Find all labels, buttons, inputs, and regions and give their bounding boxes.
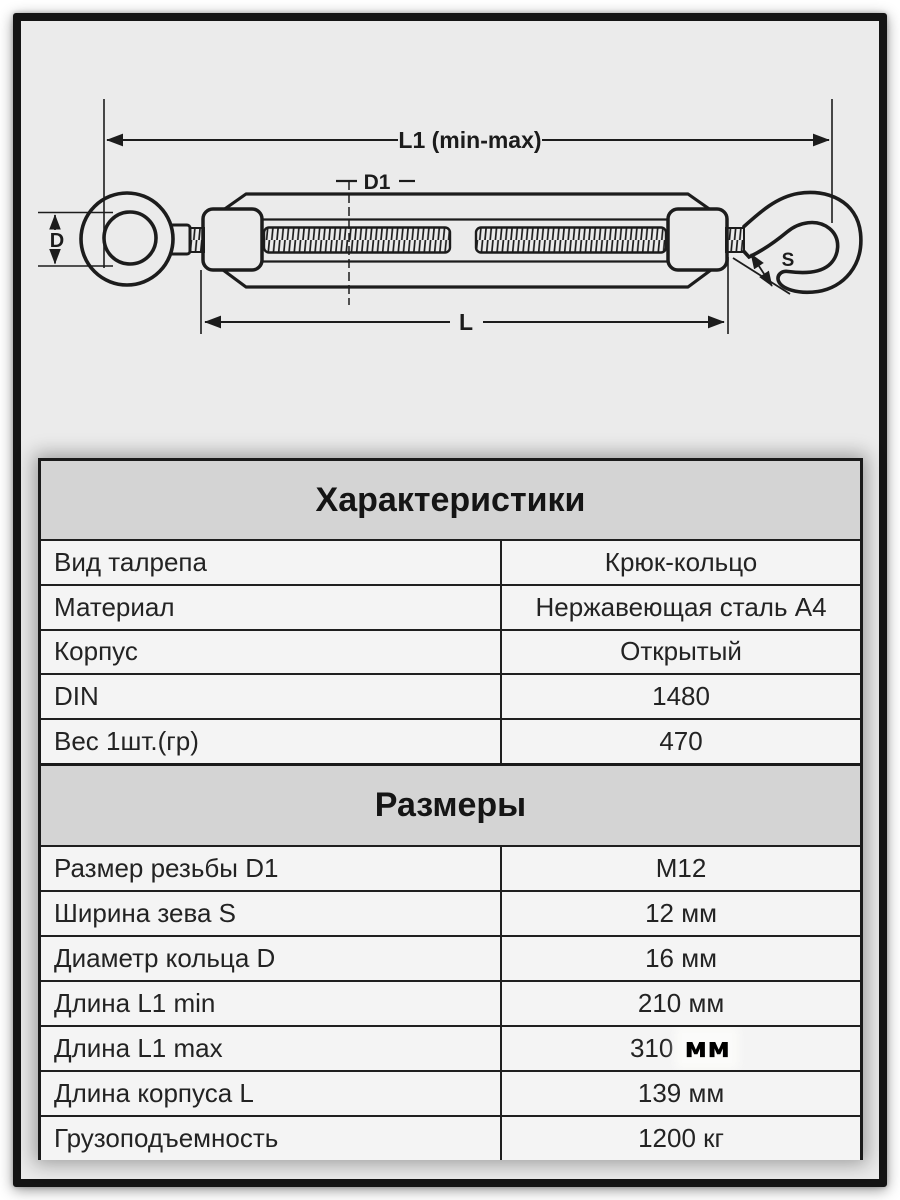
threaded-rod-left: [264, 228, 450, 253]
spec-value-text: 1200 кг: [638, 1122, 724, 1153]
spec-label: Вес 1шт.(гр): [41, 720, 502, 763]
spec-row: [41, 980, 860, 1025]
spec-row: [41, 673, 860, 718]
spec-label: Диаметр кольца D: [41, 937, 502, 980]
threaded-rod-right: [476, 228, 666, 253]
spec-label: Ширина зева S: [41, 892, 502, 935]
spec-row: [41, 539, 860, 584]
spec-value-text: 1480: [652, 681, 710, 712]
d1-label: D1: [363, 171, 391, 194]
spec-value: [502, 675, 860, 718]
spec-value: [502, 847, 860, 890]
spec-row: [41, 629, 860, 674]
spec-value-text: Крюк-кольцо: [604, 546, 758, 577]
spec-value-text: 16 мм: [645, 942, 717, 973]
spec-value: [502, 1027, 860, 1070]
spec-row: [41, 584, 860, 629]
hook: [744, 192, 861, 292]
spec-table: [38, 458, 863, 1160]
spec-row: [41, 935, 860, 980]
spec-label: Корпус: [41, 631, 502, 674]
spec-value-text: 470: [659, 726, 703, 757]
s-label: S: [781, 250, 795, 271]
spec-row: [41, 1115, 860, 1160]
spec-value: [502, 1072, 860, 1115]
spec-label: Длина L1 max: [41, 1027, 502, 1070]
spec-label: Длина L1 min: [41, 982, 502, 1025]
spec-label: Грузоподъемность: [41, 1117, 502, 1160]
spec-value: [502, 892, 860, 935]
turnbuckle-body: [187, 194, 744, 287]
right-end-block: [668, 209, 727, 270]
spec-value-text: 12 мм: [645, 897, 717, 928]
spec-row: [41, 845, 860, 890]
spec-label: Вид талрепа: [41, 541, 502, 584]
spec-row: [41, 1070, 860, 1115]
eye-ring: [81, 193, 190, 285]
spec-label: Размер резьбы D1: [41, 847, 502, 890]
spec-value: [502, 982, 860, 1025]
spec-value: [502, 1117, 860, 1160]
spec-value-text: Открытый: [620, 636, 742, 667]
thread-stub-right: [726, 228, 744, 252]
spec-value: [502, 586, 860, 629]
dimension-l: [201, 257, 728, 335]
spec-value: [502, 541, 860, 584]
spec-label: DIN: [41, 675, 502, 718]
section-header: Размеры: [41, 763, 860, 845]
l-label: L: [458, 309, 474, 335]
patched-unit: мм: [684, 1031, 731, 1065]
turnbuckle-diagram: [21, 21, 879, 458]
spec-row: [41, 890, 860, 935]
spec-row: [41, 718, 860, 763]
section-header: Характеристики: [41, 461, 860, 539]
left-end-block: [203, 209, 262, 270]
product-card-frame: [13, 13, 887, 1187]
spec-value: [502, 720, 860, 763]
l1-label: L1 (min-max): [398, 127, 542, 153]
spec-label: Длина корпуса L: [41, 1072, 502, 1115]
spec-label: Материал: [41, 586, 502, 629]
spec-value: [502, 631, 860, 674]
spec-value-text: 310: [629, 1032, 674, 1063]
spec-value-text: 210 мм: [637, 987, 725, 1018]
spec-value-text: Нержавеющая сталь А4: [535, 591, 827, 622]
spec-value-text: М12: [655, 852, 707, 883]
spec-row: [41, 1025, 860, 1070]
spec-value-text: 139 мм: [637, 1077, 725, 1108]
d-label: D: [49, 230, 65, 252]
spec-value: [502, 937, 860, 980]
